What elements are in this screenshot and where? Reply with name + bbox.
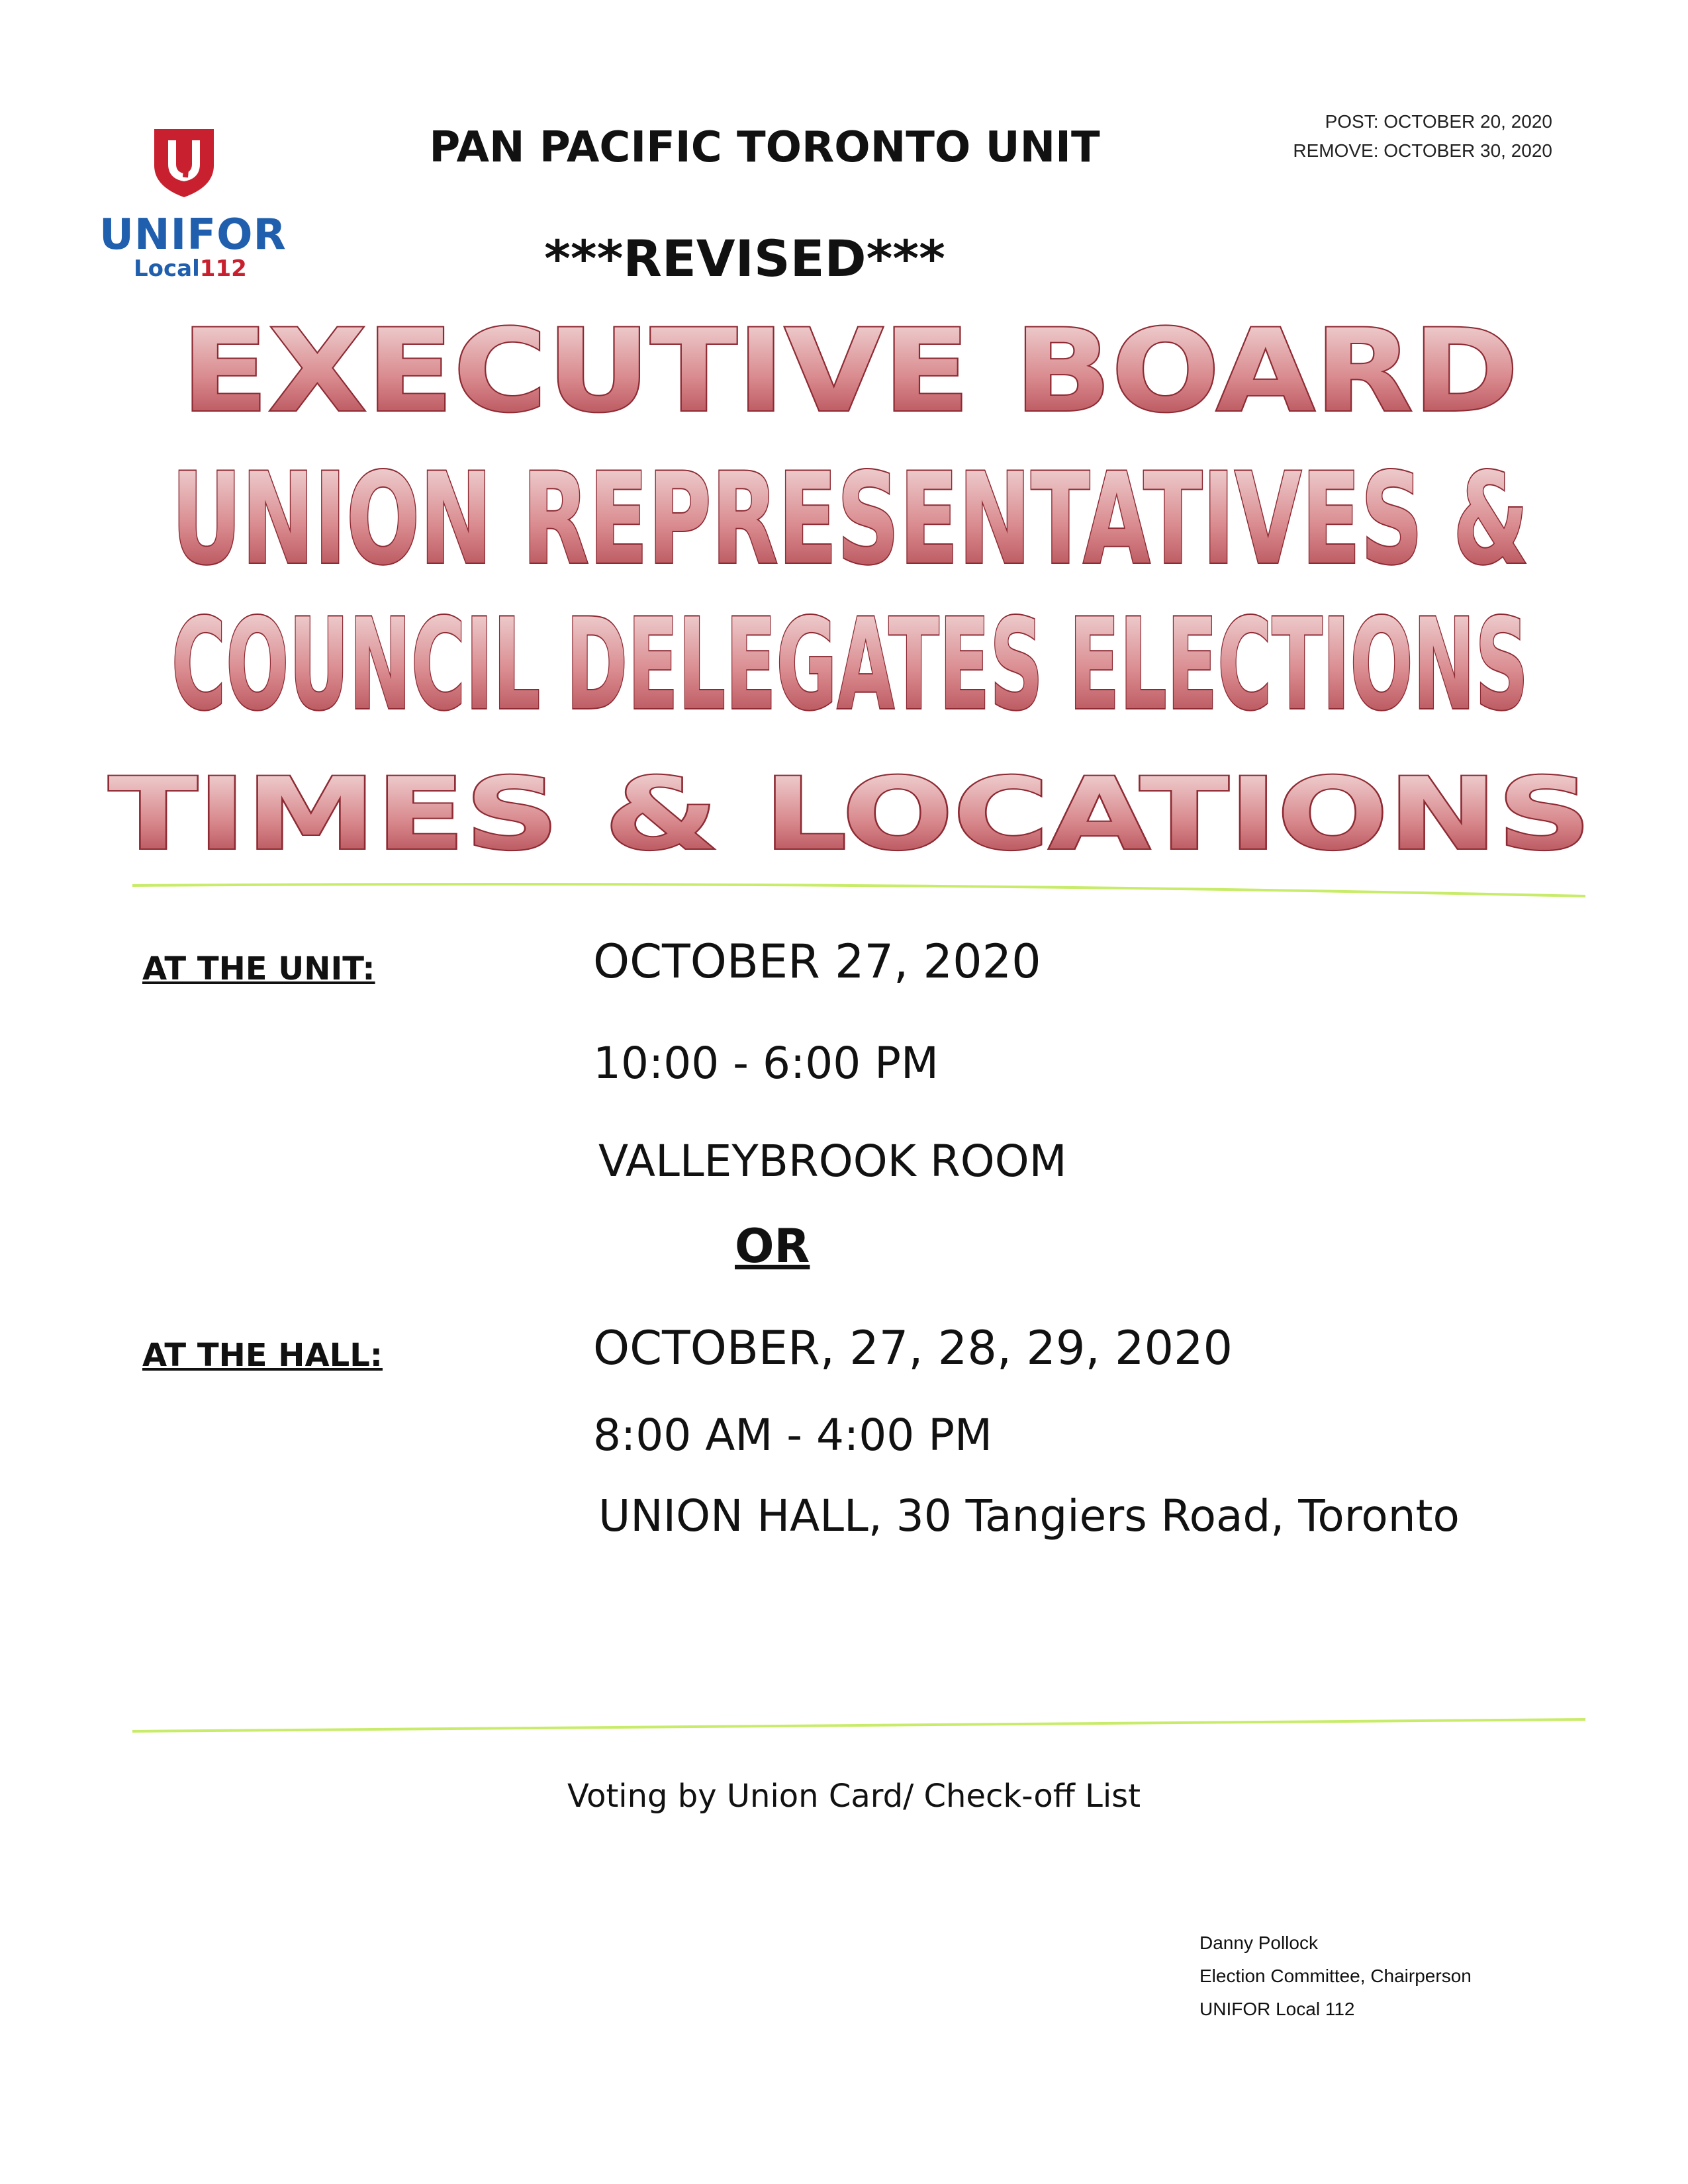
unit-label: AT THE UNIT: [142,950,375,987]
remove-date: REMOVE: OCTOBER 30, 2020 [1293,140,1552,161]
headline-line-council-delegates: COUNCIL DELEGATES ELECTIONS [171,592,1528,738]
signature-org: UNIFOR Local 112 [1199,1999,1355,2019]
hall-date: OCTOBER, 27, 28, 29, 2020 [593,1321,1233,1375]
unit-title: PAN PACIFIC TORONTO UNIT [429,123,1100,172]
headline-line-times-locations: TIMES & LOCATIONS [109,757,1591,872]
signature-title: Election Committee, Chairperson [1199,1966,1472,1986]
election-headline [0,298,1688,960]
voting-note: Voting by Union Card/ Check-off List [567,1778,1141,1815]
headline-line-union-representatives: UNION REPRESENTATIVES & [171,446,1528,592]
revised-banner: ***REVISED*** [544,229,945,288]
logo-local-word: Local [134,255,200,282]
bottom-divider [129,1714,1592,1741]
top-divider [129,874,1592,900]
unit-time: 10:00 - 6:00 PM [593,1038,939,1089]
hall-location: UNION HALL, 30 Tangiers Road, Toronto [598,1490,1460,1541]
or-separator: OR [735,1219,810,1273]
hall-label: AT THE HALL: [142,1337,383,1374]
post-date: POST: OCTOBER 20, 2020 [1325,111,1552,132]
hall-time: 8:00 AM - 4:00 PM [593,1410,992,1461]
unit-date: OCTOBER 27, 2020 [593,934,1041,989]
signature-name: Danny Pollock [1199,1933,1318,1953]
logo-wordmark: UNIFOR [99,210,287,259]
unit-location: VALLEYBROOK ROOM [598,1136,1067,1187]
logo-local-number: 112 [199,255,247,282]
headline-line-executive-board: EXECUTIVE BOARD [181,304,1519,437]
